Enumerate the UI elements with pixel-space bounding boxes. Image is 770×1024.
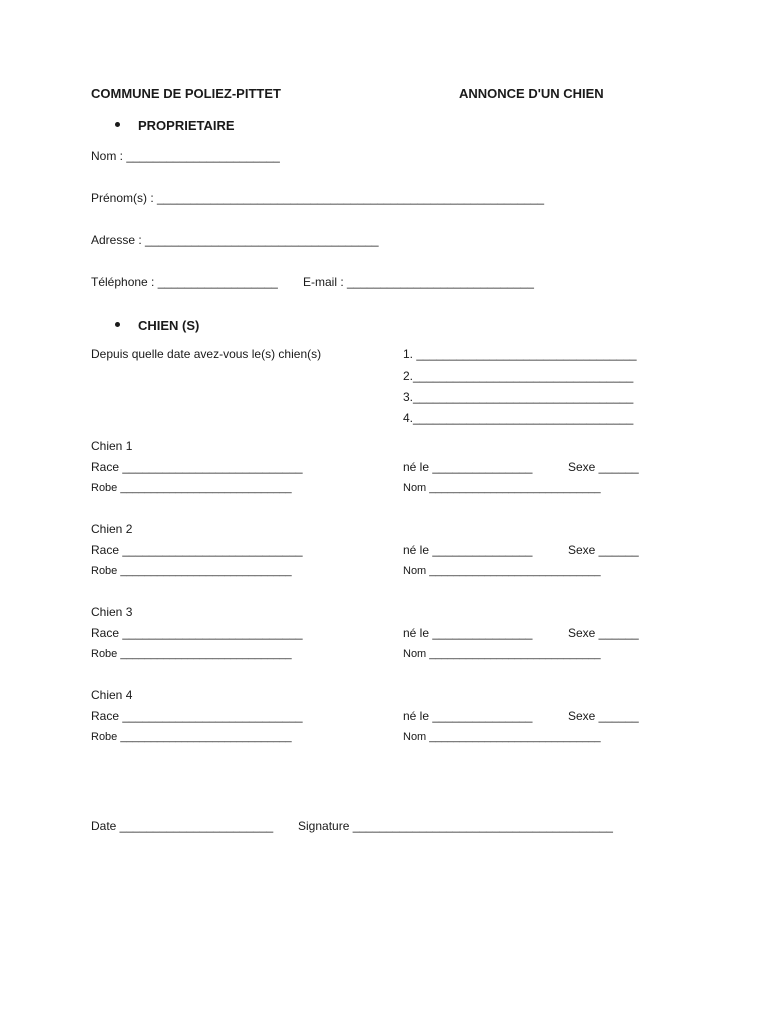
telephone-field[interactable]: Téléphone : __________________ (91, 275, 278, 289)
adresse-field[interactable]: Adresse : ___________________________________ (91, 233, 379, 247)
bullet-icon (115, 322, 120, 327)
dog-4-birth-field[interactable]: né le _______________ (403, 709, 533, 723)
dog-1-race-field[interactable]: Race ___________________________ (91, 460, 303, 474)
dog-3-birth-field[interactable]: né le _______________ (403, 626, 533, 640)
prenom-field[interactable]: Prénom(s) : __________________________________________________________ (91, 191, 545, 205)
since-question: Depuis quelle date avez-vous le(s) chien(s) (91, 347, 322, 361)
bullet-icon (115, 122, 120, 127)
dog-1-name-field[interactable]: Nom ____________________________ (403, 482, 601, 494)
signature-field[interactable]: Signature _______________________________________ (298, 819, 613, 833)
dog-1-robe-field[interactable]: Robe ____________________________ (91, 482, 292, 494)
dog-3-title: Chien 3 (91, 605, 133, 619)
dog-3-race-field[interactable]: Race ___________________________ (91, 626, 303, 640)
email-field[interactable]: E-mail : ____________________________ (303, 275, 534, 289)
dog-4-title: Chien 4 (91, 688, 133, 702)
date-line-2[interactable]: 2._________________________________ (403, 369, 634, 383)
dog-2-race-field[interactable]: Race ___________________________ (91, 543, 303, 557)
dog-2-robe-field[interactable]: Robe ____________________________ (91, 565, 292, 577)
owner-section-title: PROPRIETAIRE (138, 118, 235, 133)
nom-field[interactable]: Nom : _______________________ (91, 149, 280, 163)
dog-4-name-field[interactable]: Nom ____________________________ (403, 731, 601, 743)
owner-section-heading (91, 118, 235, 133)
dog-3-sex-field[interactable]: Sexe ______ (568, 626, 639, 640)
dog-2-birth-field[interactable]: né le _______________ (403, 543, 533, 557)
date-line-4[interactable]: 4._________________________________ (403, 411, 634, 425)
dog-3-robe-field[interactable]: Robe ____________________________ (91, 648, 292, 660)
dog-4-robe-field[interactable]: Robe ____________________________ (91, 731, 292, 743)
dog-3-name-field[interactable]: Nom ____________________________ (403, 648, 601, 660)
date-field[interactable]: Date _______________________ (91, 819, 274, 833)
dog-2-sex-field[interactable]: Sexe ______ (568, 543, 639, 557)
dog-1-title: Chien 1 (91, 439, 133, 453)
dog-2-name-field[interactable]: Nom ____________________________ (403, 565, 601, 577)
date-line-3[interactable]: 3._________________________________ (403, 390, 634, 404)
dogs-section-title: CHIEN (S) (138, 318, 200, 333)
dogs-section-heading (91, 318, 199, 333)
form-title: ANNONCE D'UN CHIEN (459, 86, 604, 101)
dog-1-birth-field[interactable]: né le _______________ (403, 460, 533, 474)
date-line-1[interactable]: 1. _________________________________ (403, 347, 637, 361)
commune-name: COMMUNE DE POLIEZ-PITTET (91, 86, 281, 101)
dog-2-title: Chien 2 (91, 522, 133, 536)
dog-1-sex-field[interactable]: Sexe ______ (568, 460, 639, 474)
dog-4-sex-field[interactable]: Sexe ______ (568, 709, 639, 723)
dog-4-race-field[interactable]: Race ___________________________ (91, 709, 303, 723)
